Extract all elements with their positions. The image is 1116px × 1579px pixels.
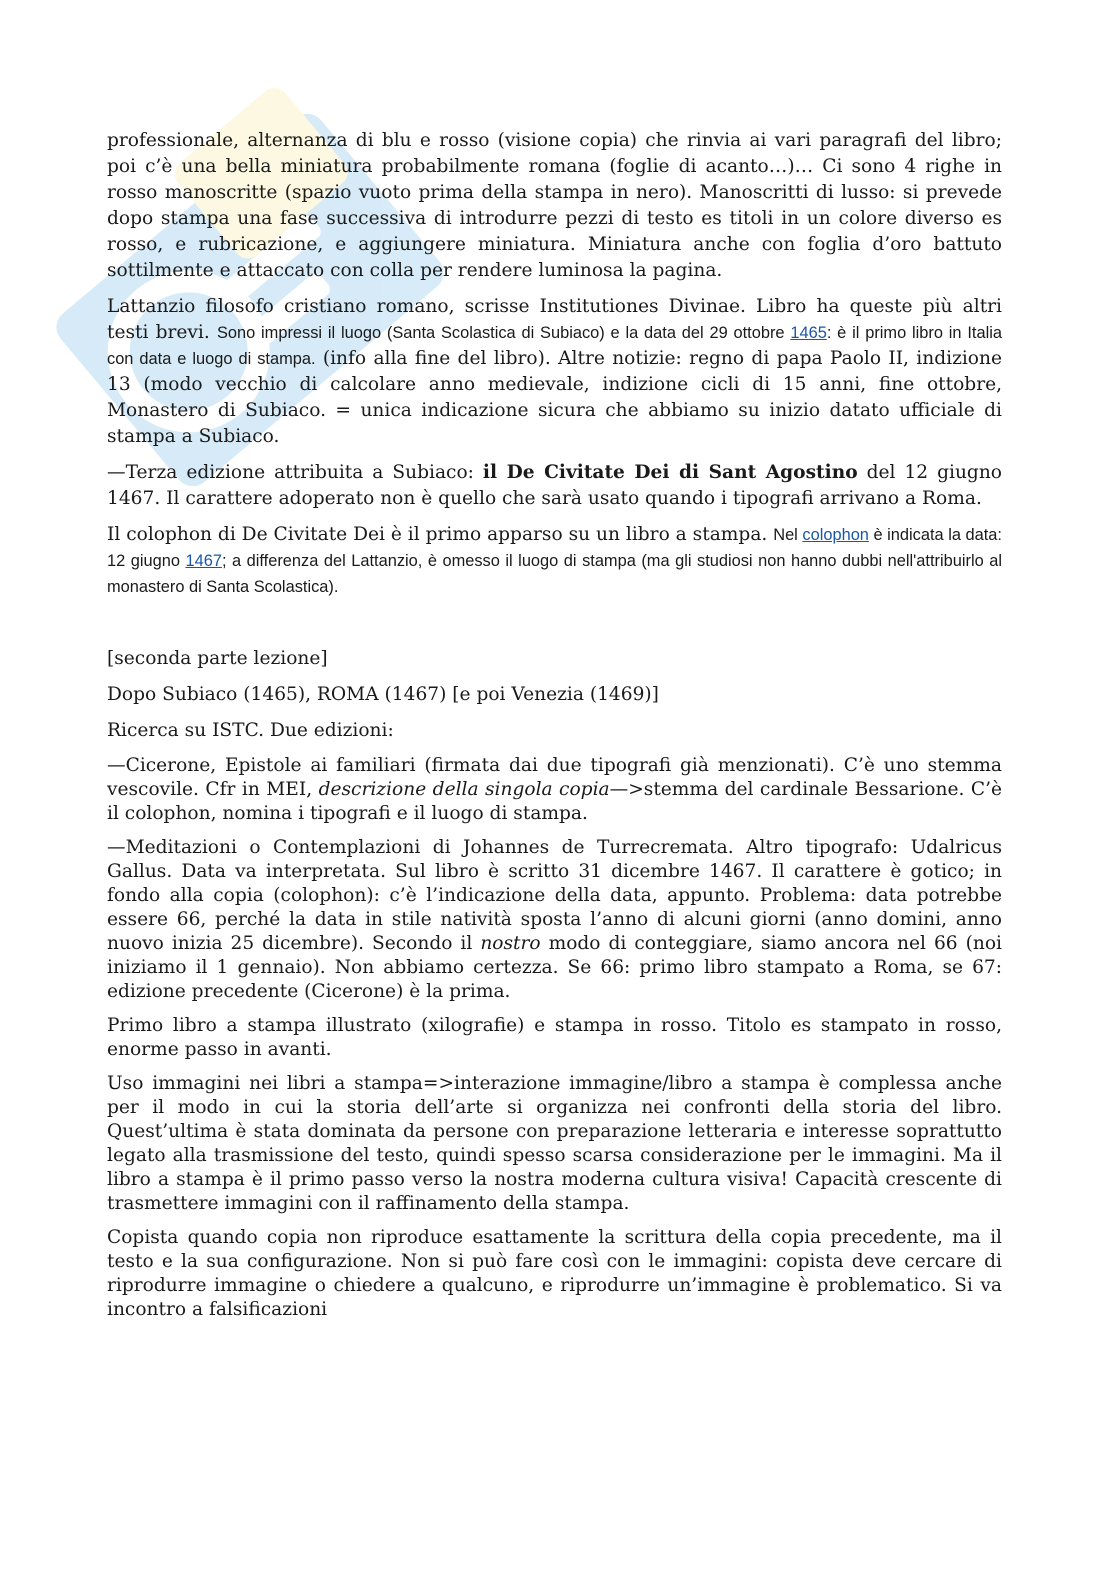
section-heading: [seconda parte lezione] [107, 648, 328, 669]
lattanzio-quote: Sono impressi il luogo (Santa Scolastica di Subiaco) e la data del 29 ottobre 1465: è il primo libro in Italia con data e luogo di stampa. [107, 324, 1002, 368]
document-page [107, 128, 1002, 1332]
link-1465[interactable]: 1465 [790, 324, 827, 342]
paragraph-istc: Ricerca su ISTC. Due edizioni: [107, 720, 394, 741]
nostro-emphasis: nostro [480, 933, 541, 954]
paragraph-colophon: Il colophon di De Civitate Dei è il primo apparso su un libro a stampa. Nel colophon è indicata la data: 12 giugno 1467; a differenza del Lattanzio, è omesso il luogo di stampa (ma gli studiosi non hanno dubbi nell'attribuirlo al monastero di Santa Scolastica). [107, 524, 1002, 596]
paragraph-copista: Copista quando copia non riproduce esattamente la scrittura della copia precedente, ma il testo e la sua configurazione. Non si può fare così con le immagini: copista deve cercare di riprodurre immagine o chiedere a qualcuno, e riprodurre un’immagine è problematico. Si va incontro a falsificazioni [107, 1227, 1002, 1320]
paragraph-lattanzio [107, 294, 1002, 450]
paragraph-de-civitate: —Terza edizione attribuita a Subiaco: il De Civitate Dei di Sant Agostino del 12 giugno 1467. Il carattere adoperato non è quello che sarà usato quando i tipografi arrivano a Roma. [107, 462, 1003, 509]
link-colophon[interactable]: colophon [802, 526, 869, 544]
mei-reference: descrizione della singola copia [318, 779, 610, 800]
lattanzio-notes: (info alla fine del libro). Altre notizie: regno di papa Paolo II, indizione 13 (modo vecchio di calcolare anno medievale, indizione cicli di 15 anni, fine ottobre, Monastero di Subiaco. = unica indicazione sicura che abbiamo su inizio datato ufficiale di stampa a Subiaco. [107, 348, 1002, 447]
link-1467[interactable]: 1467 [185, 552, 222, 570]
paragraph-illustrated: Primo libro a stampa illustrato (xilografie) e stampa in rosso. Titolo es stampato in rosso, enorme passo in avanti. [107, 1015, 1002, 1060]
colophon-quote: Nel colophon è indicata la data: 12 giugno 1467; a differenza del Lattanzio, è omesso il luogo di stampa (ma gli studiosi non hanno dubbi nell'attribuirlo al monastero di Santa Scolastica). [107, 526, 1002, 596]
de-civitate-title: il De Civitate Dei di Sant Agostino [482, 462, 858, 483]
paragraph-cicerone: —Cicerone, Epistole ai familiari (firmata dai due tipografi già menzionati). C’è uno stemma vescovile. Cfr in MEI, descrizione della singola copia—>stemma del cardinale Bessarione. C’è il colophon, nomina i tipografi e il luogo di stampa. [107, 755, 1002, 824]
paragraph-rome: Dopo Subiaco (1465), ROMA (1467) [e poi Venezia (1469)] [107, 684, 659, 705]
paragraph-miniature: professionale, alternanza di blu e rosso (visione copia) che rinvia ai vari paragrafi del libro; poi c’è una bella miniatura probabilmente romana (foglie di acanto…)… Ci sono 4 righe in rosso manoscritte (spazio vuoto prima della stampa in nero). Manoscritti di lusso: si prevede dopo stampa una fase successiva di introdurre pezzi di testo es titoli in un colore diverso es rosso, e rubricazione, e aggiungere miniatura. Miniatura anche con foglia d’oro battuto sottilmente e attaccato con colla per rendere luminosa la pagina. [107, 130, 1002, 281]
spacer [107, 610, 1002, 646]
lattanzio-intro: Lattanzio filosofo cristiano romano, scrisse Institutiones Divinae. Libro ha queste più altri testi brevi. [107, 296, 1002, 343]
paragraph-images: Uso immagini nei libri a stampa=>interazione immagine/libro a stampa è complessa anche per il modo in cui la storia dell’arte si organizza nei confronti della storia del libro. Quest’ultima è stata dominata da persone con preparazione letteraria e interesse soprattutto legato alla trasmissione del testo, quindi spesso scarsa considerazione per le immagini. Ma il libro a stampa è il primo passo verso la nostra moderna cultura visiva! Capacità crescente di trasmettere immagini con il raffinamento della stampa. [107, 1073, 1002, 1214]
paragraph-turrecremata: —Meditazioni o Contemplazioni di Johannes de Turrecremata. Altro tipografo: Udalricus Gallus. Data va interpretata. Sul libro è scritto 31 dicembre 1467. Il carattere è gotico; in fondo alla copia (colophon): c’è l’indicazione della data, appunto. Problema: data potrebbe essere 66, perché la data in stile natività sposta l’anno di alcuni giorni (anno domini, anno nuovo inizia 25 dicembre). Secondo il nostro modo di conteggiare, siamo ancora nel 66 (noi iniziamo il 1 gennaio). Non abbiamo certezza. Se 66: primo libro stampato a Roma, se 67: edizione precedente (Cicerone) è la prima. [107, 837, 1002, 1002]
